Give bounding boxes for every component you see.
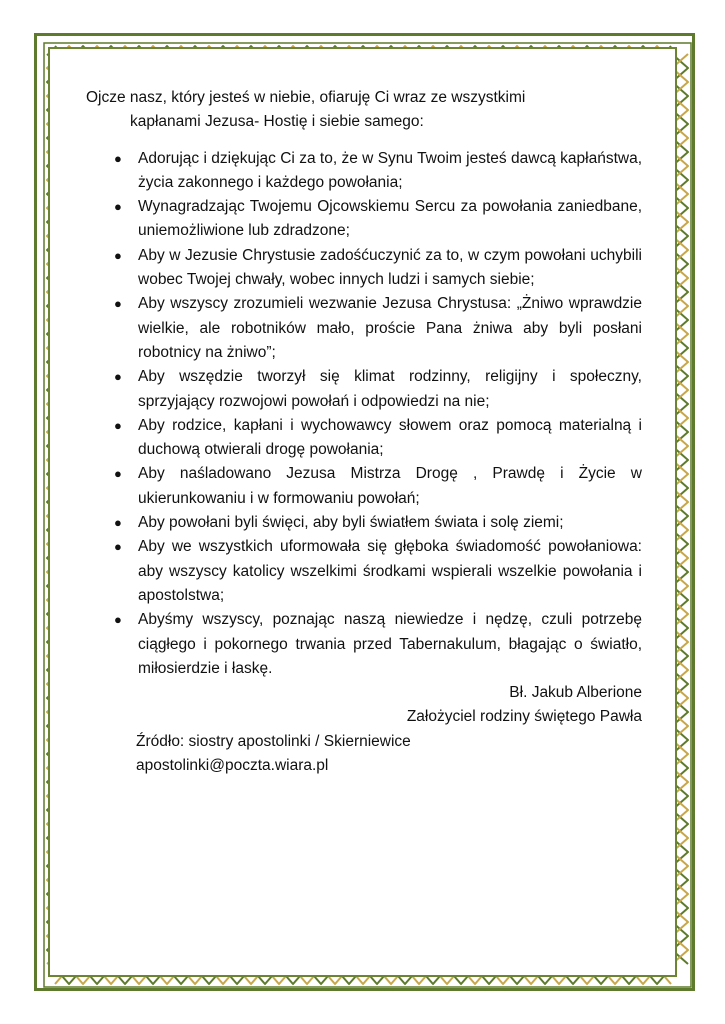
list-item: ● Aby naśladowano Jezusa Mistrza Drogę , Prawdę i Życie w ukierunkowaniu i w formowaniu powołań; [86,462,642,511]
source-email: apostolinki@poczta.wiara.pl [136,757,329,775]
list-item: ● Abyśmy wszyscy, poznając naszą niewiedze i nędzę, czuli potrzebę ciągłego i pokornego trwania przed Tabernakulum, błagając o światło, miłosierdzie i łaskę. [86,608,642,681]
bullet-icon: ● [114,539,122,555]
list-item: ● Aby w Jezusie Chrystusie zadośćuczynić za to, w czym powołani uchybili wobec Twojej chwały, wobec innych ludzi i samych siebie; [86,244,642,293]
list-item: ● Aby wszędzie tworzył się klimat rodzinny, religijny i społeczny, sprzyjający rozwojowi powołań i odpowiedzi na nie; [86,365,642,414]
bullet-icon: ● [114,150,122,166]
signature-name: Bł. Jakub Alberione [509,684,642,702]
intention-list [86,147,642,682]
signature-role: Założyciel rodziny świętego Pawła [406,708,642,726]
bullet-icon: ● [114,466,122,482]
source-line: Źródło: siostry apostolinki / Skierniewice [136,732,411,750]
list-item: ● Adorując i dziękując Ci za to, że w Synu Twoim jesteś dawcą kapłaństwa, życia zakonnego i każdego powołania; [86,147,642,196]
list-item: ● Aby powołani byli święci, aby byli światłem świata i solę ziemi; [86,511,642,535]
bullet-icon: ● [114,296,122,312]
bullet-icon: ● [114,199,122,215]
intro-line-1: Ojcze nasz, który jesteś w niebie, ofiaruję Ci wraz ze wszystkimi [86,89,526,106]
bullet-icon: ● [114,369,122,385]
bullet-icon: ● [114,417,122,433]
intro-line-2: kapłanami Jezusa- Hostię i siebie samego: [130,113,424,131]
bullet-icon: ● [114,247,122,263]
list-item: ● Aby we wszystkich uformowała się głęboka świadomość powołaniowa: aby wszyscy katolicy wszelkimi środkami wspierali wszelkie powołania i apostolstwa; [86,535,642,608]
prayer-text [86,86,642,778]
bullet-icon: ● [114,515,122,531]
bullet-icon: ● [114,612,122,628]
list-item: ● Aby wszyscy zrozumieli wezwanie Jezusa Chrystusa: „Żniwo wprawdzie wielkie, ale robotników mało, proście Pana żniwa aby byli posłani robotnicy na żniwo”; [86,292,642,365]
list-item: ● Aby rodzice, kapłani i wychowawcy słowem oraz pomocą materialną i duchową otwierali drogę powołania; [86,414,642,463]
list-item: ● Wynagradzając Twojemu Ojcowskiemu Sercu za powołania zaniedbane, uniemożliwione lub zdradzone; [86,195,642,244]
